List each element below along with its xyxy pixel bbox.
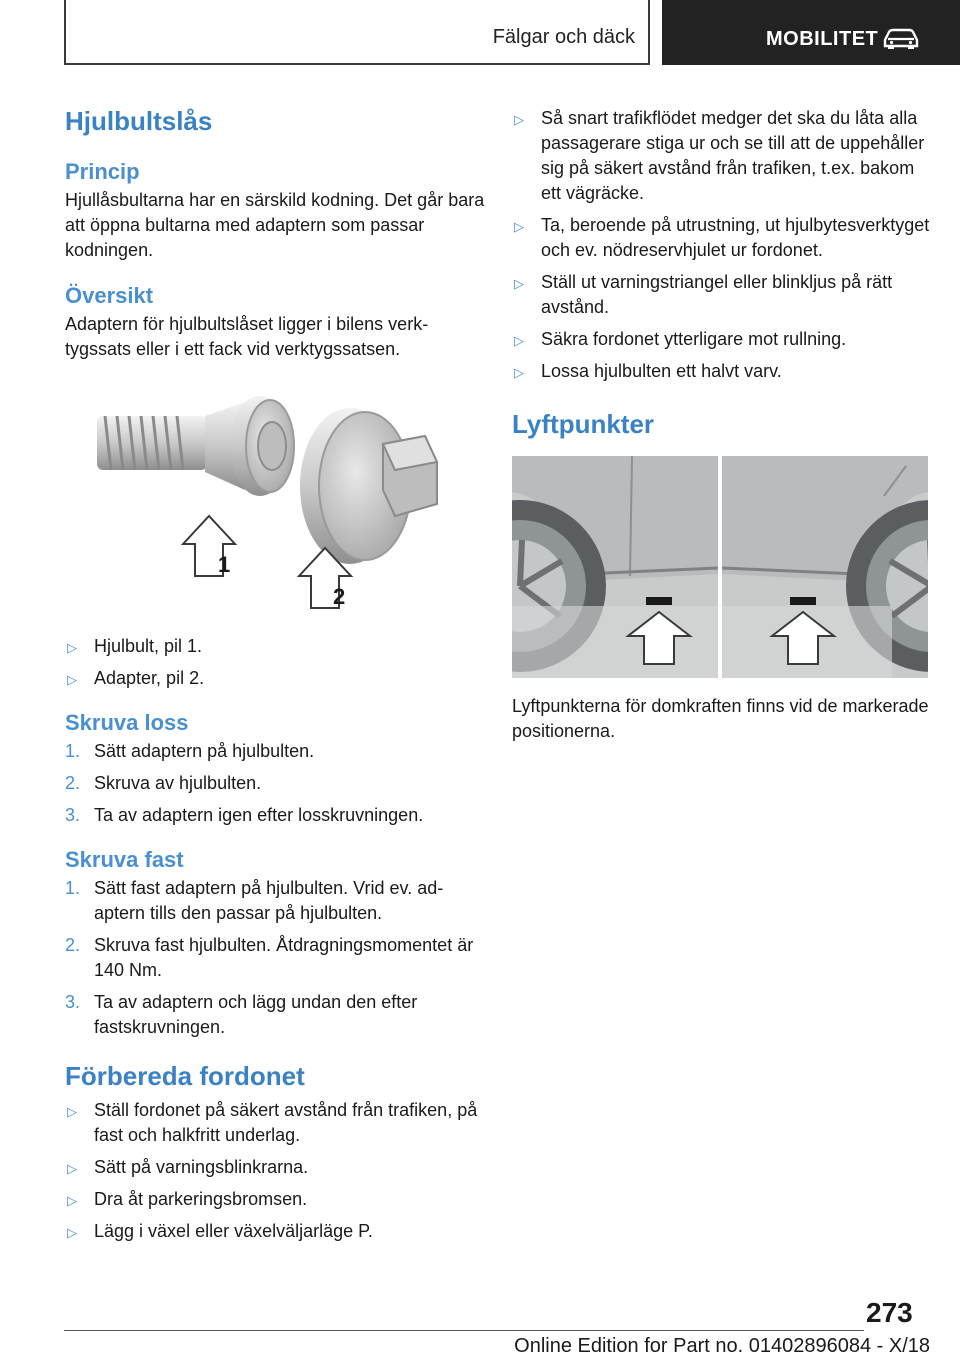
list-item: ▷ Lägg i växel eller växelväljarläge P. [65,1219,485,1244]
list-item: ▷ Ställ ut varningstriangel eller blinkljus på rätt avstånd. [514,272,893,317]
heading-skruva-loss: Skruva loss [65,710,189,735]
footer-rule [64,1330,864,1331]
princip-text: Hjullåsbultarna har en särskild kodning. Det går bara att öppna bultarna med adaptern som passar kodningen. [65,190,485,260]
heading-skruva-fast: Skruva fast [65,847,184,872]
figure-legend-list [65,634,485,691]
list-item: 2. Skruva fast hjulbulten. Åtdragningsmomentet är 140 Nm. [65,935,474,980]
triangle-bullet-icon: ▷ [514,112,524,127]
lift-points-caption: Lyftpunkterna för domkraften finns vid de markerade positionerna. [512,696,929,741]
list-item: 3. Ta av adaptern igen efter losskruvningen. [65,805,424,825]
triangle-bullet-icon: ▷ [67,1104,77,1119]
footer-edition: Online Edition for Part no. 01402896084 - X/18 [514,1335,930,1357]
skruva-fast-steps [65,876,485,1040]
lift-points-illustration [512,456,928,680]
header-rule-mid [648,0,650,64]
wheel-bolt-illustration [65,386,485,616]
arrow-label-2: 2 [333,584,346,609]
heading-oversikt: Översikt [65,283,154,308]
list-item: ▷ Lossa hjulbulten ett halvt varv. [512,359,932,384]
heading-princip: Princip [65,159,140,184]
right-column [512,106,932,744]
header-section-title: Fälgar och däck [492,26,635,48]
triangle-bullet-icon: ▷ [67,1225,77,1240]
list-item: ▷ Dra åt parkeringsbromsen. [65,1187,485,1212]
list-item: ▷ Ta, beroende på utrustning, ut hjulbytesverktyget och ev. nödreservhjulet ur fordonet. [514,215,930,260]
heading-forbereda-fordonet: Förbereda fordonet [65,1061,305,1091]
heading-lyftpunkter: Lyftpunkter [512,409,655,439]
lift-points-figure [512,456,928,680]
header-rule-left [64,0,66,64]
list-item: ▷ Så snart trafikflödet medger det ska du låta alla passagerare stiga ur och se till att de uppehåller sig på säkert avstånd från trafiken, t.ex. bakom ett vägräcke. [514,108,925,203]
car-icon [882,27,920,49]
arrow-label-1: 1 [218,552,231,577]
page-number: 273 [866,1297,913,1328]
header-chapter-tab [662,0,960,65]
triangle-bullet-icon: ▷ [514,276,524,291]
triangle-bullet-icon: ▷ [67,1161,77,1176]
list-item: ▷ Hjulbult, pil 1. [65,634,485,659]
list-item: ▷ Adapter, pil 2. [65,666,485,691]
list-item: 2. Skruva av hjulbulten. [65,773,262,793]
list-item: 3. Ta av adaptern och lägg undan den efter fastskruvningen. [65,992,418,1037]
header-rule-bottom [64,63,650,65]
triangle-bullet-icon: ▷ [514,333,524,348]
list-item: 1. Sätt fast adaptern på hjulbulten. Vrid ev. adaptern tills den passar på hjulbulten. [65,878,444,923]
list-item: ▷ Ställ fordonet på säkert avstånd från trafiken, på fast och halkfritt underlag. [67,1100,478,1145]
triangle-bullet-icon: ▷ [514,219,524,234]
left-column [65,100,485,1251]
list-item: ▷ Sätt på varningsblinkrarna. [65,1155,485,1180]
page-title: Hjulbultslås [65,106,213,136]
triangle-bullet-icon: ▷ [514,365,524,380]
oversikt-text: Adaptern för hjulbultslåset ligger i bilens verktygssats eller i ett fack vid verktygssatsen. [65,314,429,359]
header-chapter-label: MOBILITET [766,28,879,50]
skruva-loss-steps [65,739,485,828]
wheel-bolt-figure [65,386,485,616]
list-item: ▷ Säkra fordonet ytterligare mot rullning. [512,327,932,352]
triangle-bullet-icon: ▷ [67,1193,77,1208]
triangle-bullet-icon: ▷ [67,672,77,687]
forbereda-list [65,1098,485,1244]
list-item: 1. Sätt adaptern på hjulbulten. [65,741,315,761]
safety-list [512,106,932,384]
triangle-bullet-icon: ▷ [67,640,77,655]
